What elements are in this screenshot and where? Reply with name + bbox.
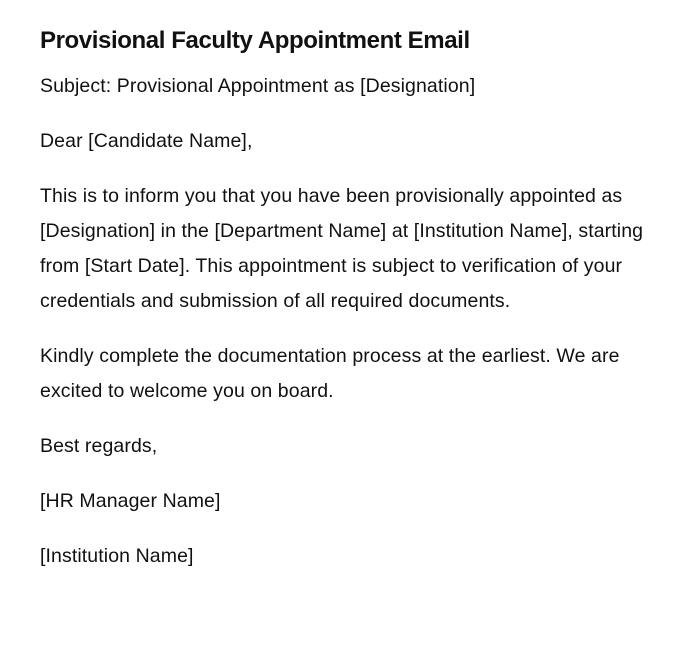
email-subject: Subject: Provisional Appointment as [Designation] (40, 75, 476, 97)
email-closing: Best regards, (40, 435, 158, 457)
document-title: Provisional Faculty Appointment Email (40, 27, 470, 54)
email-greeting: Dear [Candidate Name], (40, 130, 253, 152)
email-document (40, 24, 646, 574)
signature-name: [HR Manager Name] (40, 490, 221, 512)
email-body-paragraph-2: Kindly complete the documentation process at the earliest. We are excited to welcome you on board. (40, 345, 620, 402)
signature-institution: [Institution Name] (40, 545, 194, 567)
email-body-paragraph-1: This is to inform you that you have been provisionally appointed as [Designation] in the [Department Name] at [Institution Name], starting from [Start Date]. This appointment is subject to verification of your credentials and submission of all required documents. (40, 185, 644, 312)
